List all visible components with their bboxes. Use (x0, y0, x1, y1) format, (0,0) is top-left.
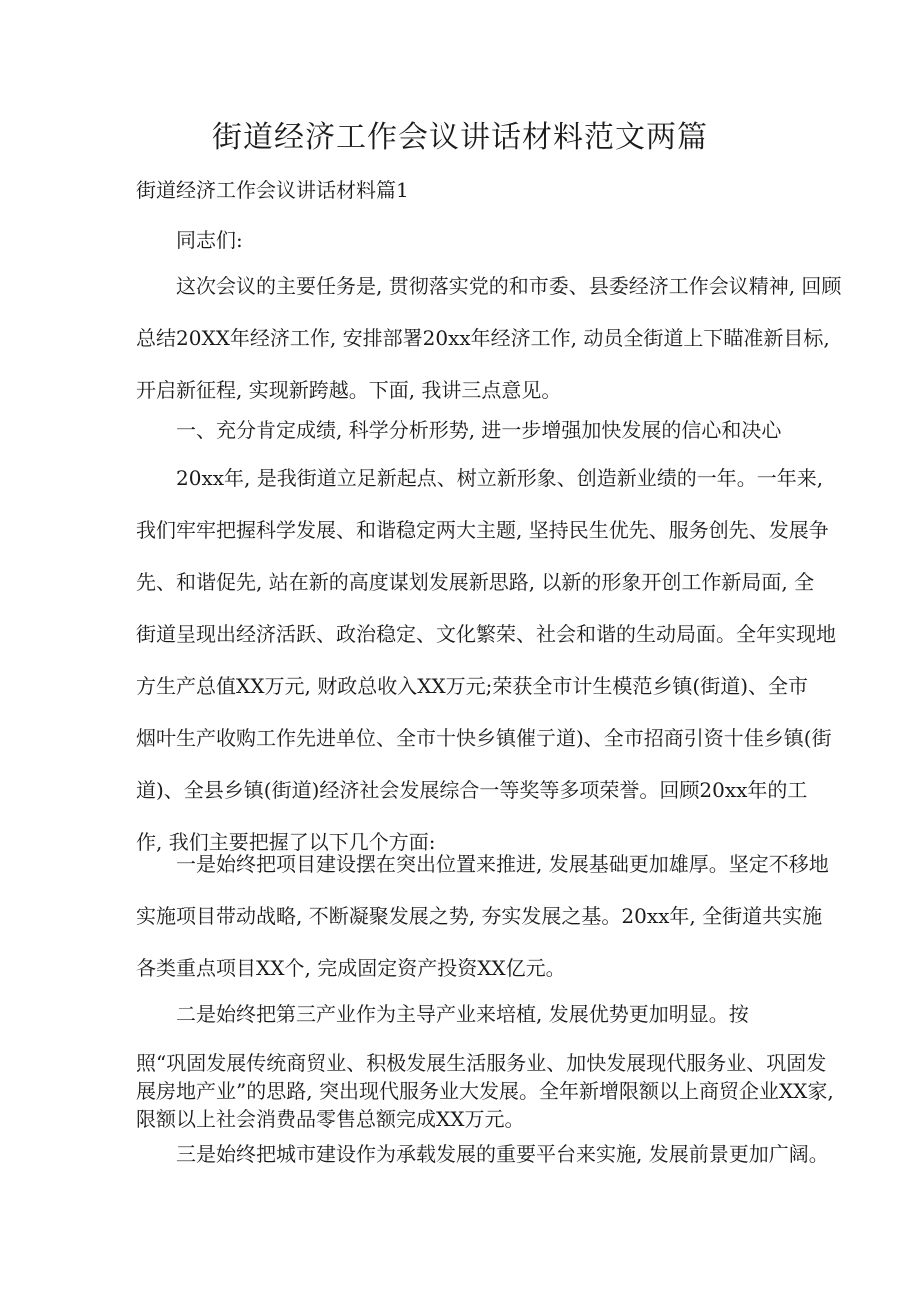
paragraph-line: 展房地产业”的思路, 突出现代服务业大发展。全年新增限额以上商贸企业XX家, (136, 1079, 834, 1103)
section-heading: 街道经济工作会议讲话材料篇1 (136, 178, 409, 202)
paragraph-line: 先、和谐促先, 站在新的高度谋划发展新思路, 以新的形象开创工作新局面, 全 (136, 570, 815, 594)
salutation: 同志们: (176, 228, 243, 252)
paragraph-line: 开启新征程, 实现新跨越。下面, 我讲三点意见。 (136, 378, 562, 402)
paragraph-line: 方生产总值XX万元, 财政总收入XX万元;荣获全市计生模范乡镇(街道)、全市 (136, 674, 809, 698)
paragraph-projects (136, 850, 829, 1006)
document-title: 街道经济工作会议讲话材料范文两篇 (212, 120, 708, 155)
paragraph-line: 一是始终把项目建设摆在突出位置来推进, 发展基础更加雄厚。坚定不移地 (176, 852, 829, 876)
paragraph-line: 实施项目带动战略, 不断凝聚发展之势, 夯实发展之基。20xx年, 全街道共实施 (136, 904, 823, 928)
paragraph-line: 各类重点项目XX个, 完成固定资产投资XX亿元。 (136, 956, 566, 980)
paragraph-review (136, 464, 836, 880)
paragraph-tertiary-first-line: 二是始终把第三产业作为主导产业来培植, 发展优势更加明显。按 (176, 1002, 749, 1026)
paragraph-urban: 三是始终把城市建设作为承载发展的重要平台来实施, 发展前景更加广阔。 (176, 1142, 829, 1166)
paragraph-line: 烟叶生产收购工作先进单位、全市十快乡镇催亍道)、全市招商引资十佳乡镇(街 (136, 726, 832, 750)
paragraph-line: 照“巩固发展传统商贸业、积极发展生活服务业、加快发展现代服务业、巩固发 (136, 1051, 827, 1075)
paragraph-intro (136, 272, 842, 428)
paragraph-line: 限额以上社会消费品零售总额完成XX万元。 (136, 1107, 525, 1131)
paragraph-line: 道)、全县乡镇(街道)经济社会发展综合一等奖等多项荣誉。回顾20xx年的工 (136, 778, 808, 802)
paragraph-line: 总结20XX年经济工作, 安排部署20xx年经济工作, 动员全街道上下瞄准新目标, (136, 326, 830, 350)
paragraph-line: 我们牢牢把握科学发展、和谐稳定两大主题, 坚持民生优先、服务创先、发展争 (136, 518, 829, 542)
paragraph-tertiary (136, 1049, 834, 1133)
heading-one: 一、充分肯定成绩, 科学分析形势, 进一步增强加快发展的信心和决心 (176, 418, 782, 442)
paragraph-line: 20xx年, 是我街道立足新起点、树立新形象、创造新业绩的一年。一年来, (176, 466, 824, 490)
paragraph-line: 作, 我们主要把握了以下几个方面: (136, 830, 436, 854)
paragraph-line: 这次会议的主要任务是, 贯彻落实党的和市委、县委经济工作会议精神, 回顾 (176, 274, 842, 298)
paragraph-line: 街道呈现出经济活跃、政治稳定、文化繁荣、社会和谐的生动局面。全年实现地 (136, 622, 836, 646)
